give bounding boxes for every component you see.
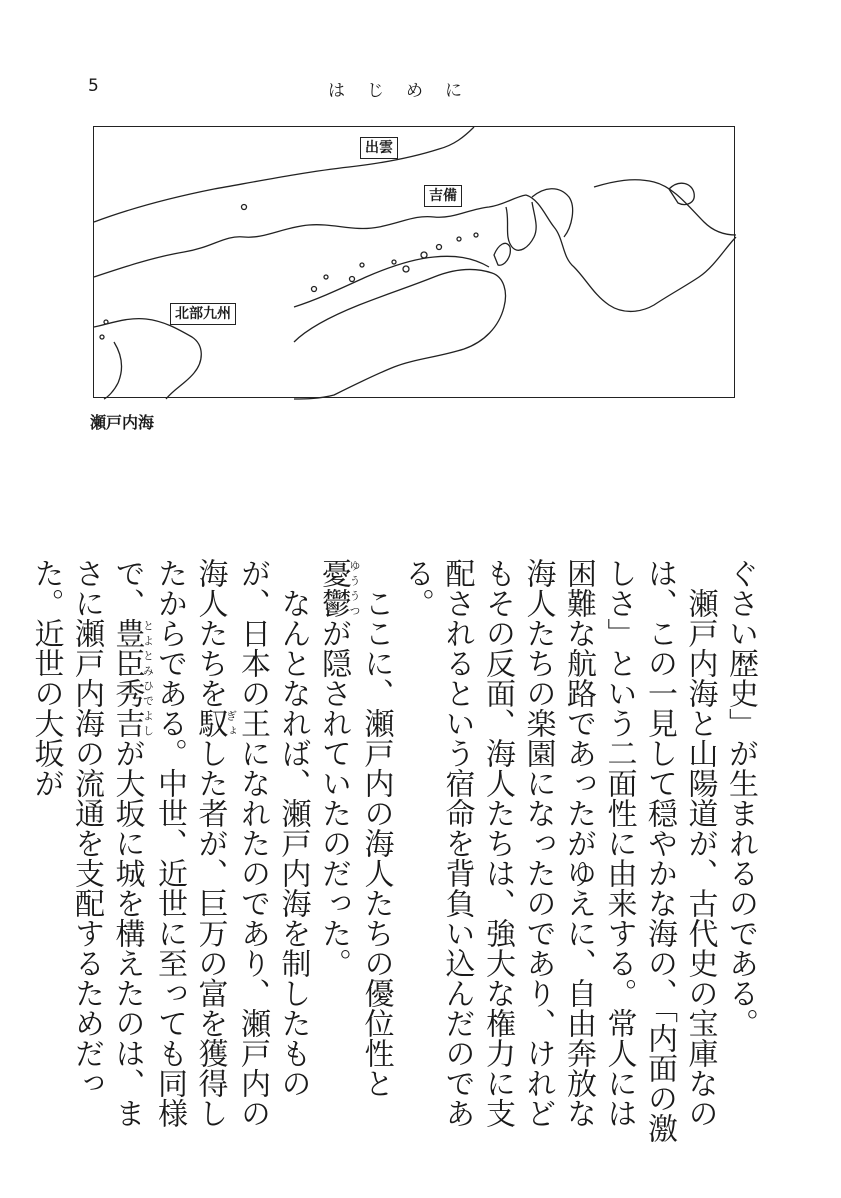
kyushu-west [104,342,121,399]
paragraph-4 [25,558,313,1148]
body-text [28,558,760,1148]
paragraph-3-text: ここに、瀬戸内の海人たちの優位性と [358,588,394,1098]
running-head: はじめに [328,81,484,101]
shikoku-coast [294,270,506,399]
map-caption: 瀬戸内海 [90,413,155,432]
map-label-kita-kyushu: 北部九州 [170,303,236,325]
paragraph-1: ぐさい歴史」が生まれるのである。 [723,558,758,1038]
ruby-yuutsu-base-1: 憂 [316,558,351,588]
osaka-bay [506,202,536,250]
ruby-gyo-reading: ぎょ [224,708,238,738]
north-coast-east [594,180,736,235]
seto-inland-sea-map [93,126,735,398]
honshu-coastline [94,127,474,222]
kyushu-coast [94,319,201,399]
awaji-island [494,243,510,265]
page-number: 5 [88,76,99,96]
map-coastlines [94,127,736,399]
ruby-yuutsu-reading: ゆううつ [348,558,361,618]
paragraph-4-a: なんとなれば、瀬戸内海を制したものが、日本の王になれたのであり、瀬戸内の海人たちを [192,558,311,1128]
chugoku-south-coast [94,195,526,277]
ruby-gyo [192,708,238,738]
ruby-toyotomi-reading: とよとみひでよし [141,618,155,738]
ruby-gyo-base: 馭 [192,708,228,738]
paragraph-3-after: が隠されていたのだった。 [316,618,351,978]
paragraph-3 [313,558,396,1148]
ruby-toyotomi-base: 豊臣秀吉 [109,618,145,738]
ruby-yuutsu [316,558,361,618]
paragraph-4-c: が大坂に城を構えたのは、まさに瀬戸内海の流通を支配するためだった。近世の大坂が [28,558,145,1128]
map-label-izumo: 出雲 [360,137,398,159]
map-label-kibi: 吉備 [424,185,462,207]
noto-peninsula [669,183,694,204]
kii-peninsula [532,189,573,237]
paragraph-2-text: 瀬戸内海と山陽道が、古代史の宝庫なのは、この一見して穏やかな海の、「内面の激しさ」という二面性に由来する。常人には困難な航路であったがゆえに、自由奔放な海人たちの楽園になったのであり、けれどもその反面、海人たちは、強大な権力に支配されるという宿命を背負い込んだのである。 [399,558,718,1143]
paragraph-2 [396,558,720,1148]
shikoku-north [294,256,489,307]
ruby-toyotomi [109,618,155,738]
kinki-coast [526,195,736,311]
ruby-yuutsu-base-2: 鬱 [316,588,351,618]
paragraph-4-b: した者が、巨万の富を獲得したからである。中世、近世に至っても同様で、 [109,558,228,1128]
